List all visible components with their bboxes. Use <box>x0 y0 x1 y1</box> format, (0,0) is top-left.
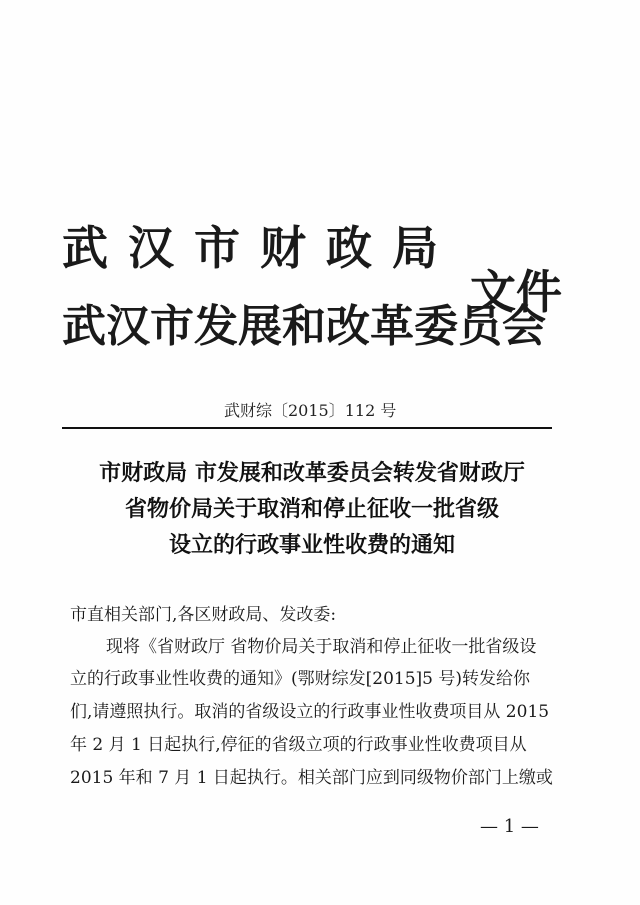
body-line: 立的行政事业性收费的通知》(鄂财综发[2015]5 号)转发给你 <box>70 669 531 689</box>
header-divider <box>62 427 552 429</box>
body-line: 现将《省财政厅 省物价局关于取消和停止征收一批省级设 <box>106 637 537 657</box>
document-type-label: 文件 <box>470 265 562 319</box>
body-line: 们,请遵照执行。取消的省级设立的行政事业性收费项目从 2015 <box>70 702 550 722</box>
salutation: 市直相关部门,各区财政局、发改委: <box>70 605 337 625</box>
title-line-1: 市财政局 市发展和改革委员会转发省财政厅 <box>99 461 525 486</box>
body-line: 年 2 月 1 日起执行,停征的省级立项的行政事业性收费项目从 <box>70 735 527 755</box>
issuer-line-2: 武汉市发展和改革委员会 <box>62 301 546 352</box>
page-number: — 1 — <box>480 816 539 837</box>
title-line-2: 省物价局关于取消和停止征收一批省级 <box>124 497 499 522</box>
body-line: 2015 年和 7 月 1 日起执行。相关部门应到同级物价部门上缴或 <box>70 768 553 788</box>
title-line-3: 设立的行政事业性收费的通知 <box>168 533 455 558</box>
document-number: 武财综〔2015〕112 号 <box>224 401 397 420</box>
issuer-line-1: 武汉市财政局 <box>62 221 458 275</box>
